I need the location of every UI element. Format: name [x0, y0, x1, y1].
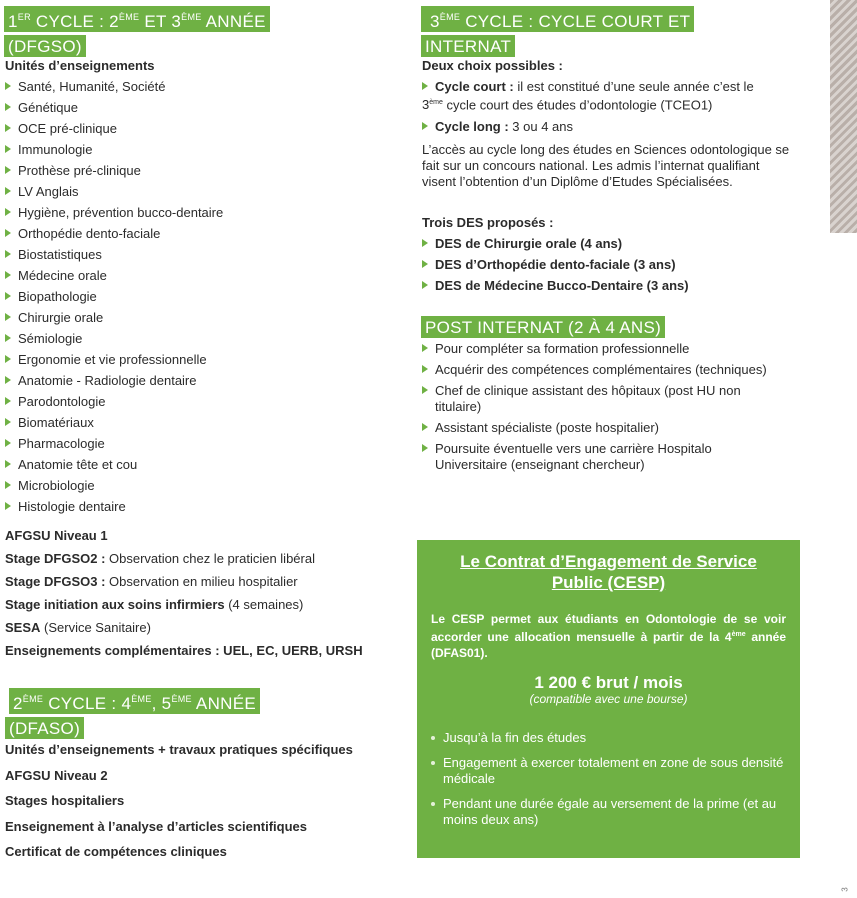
list-item: [5, 457, 385, 478]
section1-extras: [5, 528, 363, 666]
list-item-text: Pour compléter sa formation professionnelle: [435, 341, 690, 356]
section2-items: [5, 742, 353, 870]
cesp-item: Pendant une durée égale au versement de la prime (et au moins deux ans): [430, 796, 785, 828]
bullet-triangle-icon: [5, 502, 11, 510]
des-list: [422, 236, 797, 299]
choices-list: [422, 79, 797, 135]
section1-title-line2: (DFGSO): [4, 35, 86, 57]
cesp-price: 1 200 € brut / mois: [534, 673, 683, 692]
choice-cycle-court: Cycle court : il est constitué d’une seule année c’est le 3ème cycle court des études d’odontologie (TCEO1): [422, 79, 754, 113]
list-item-text: Assistant spécialiste (poste hospitalier): [435, 420, 659, 435]
list-item-text: Chef de clinique assistant des hôpitaux (post HU non titulaire): [435, 383, 741, 414]
bullet-triangle-icon: [5, 334, 11, 342]
bullet-dot-icon: [431, 802, 435, 806]
list-item: [5, 205, 385, 226]
section2-title-line1: 2ÈME CYCLE : 4ÈME, 5ÈME ANNÉE: [9, 688, 260, 714]
post-internat-item: [422, 341, 767, 357]
choice-cycle-long: Cycle long : 3 ou 4 ans: [422, 119, 797, 135]
bullet-triangle-icon: [5, 250, 11, 258]
units-list: [5, 79, 385, 520]
list-item: [5, 394, 385, 415]
bullet-triangle-icon: [5, 313, 11, 321]
bullet-triangle-icon: [5, 397, 11, 405]
list-item: [5, 226, 385, 247]
bullet-triangle-icon: [5, 124, 11, 132]
list-item-text: OCE pré-clinique: [18, 121, 117, 136]
section2-item: Enseignement à l’analyse d’articles scientifiques: [5, 818, 308, 834]
list-item-text: Biomatériaux: [18, 415, 94, 430]
des-item: [422, 278, 797, 299]
bullet-triangle-icon: [422, 365, 428, 373]
post-internat-item: [422, 362, 767, 378]
list-item-text: Génétique: [18, 100, 78, 115]
list-item-text: Prothèse pré-clinique: [18, 163, 141, 178]
list-item-text: Pharmacologie: [18, 436, 105, 451]
list-item-text: Acquérir des compétences complémentaires (techniques): [435, 362, 767, 377]
list-item-text: Médecine orale: [18, 268, 107, 283]
list-item: [5, 331, 385, 352]
post-internat-item: [422, 383, 767, 415]
list-item-text: Chirurgie orale: [18, 310, 104, 325]
post-internat-list: [422, 341, 767, 478]
bullet-triangle-icon: [5, 82, 11, 90]
list-item-text: Microbiologie: [18, 478, 95, 493]
bullet-triangle-icon: [5, 418, 11, 426]
post-internat-item: [422, 420, 767, 436]
list-item-text: Anatomie tête et cou: [18, 457, 138, 472]
list-item-text: Orthopédie dento-faciale: [18, 226, 161, 241]
bullet-triangle-icon: [422, 344, 428, 352]
bullet-triangle-icon: [422, 423, 428, 431]
bullet-triangle-icon: [5, 460, 11, 468]
list-item-text: Anatomie - Radiologie dentaire: [18, 373, 197, 388]
units-label: Unités d’enseignements: [5, 58, 155, 73]
list-item: [5, 352, 385, 373]
bullet-triangle-icon: [422, 122, 428, 130]
list-item-text: LV Anglais: [18, 184, 79, 199]
cesp-title: Le Contrat d’Engagement de Service Public (CESP): [460, 552, 757, 592]
bullet-triangle-icon: [5, 103, 11, 111]
bullet-dot-icon: [431, 761, 435, 765]
section4-title: [421, 316, 665, 338]
section2-title-line2: (DFASO): [5, 717, 84, 739]
list-item-text: Histologie dentaire: [18, 499, 126, 514]
bullet-triangle-icon: [5, 271, 11, 279]
list-item: [5, 100, 385, 121]
extra-item: Enseignements complémentaires : UEL, EC, UERB, URSH: [5, 643, 363, 658]
extra-item: Stage DFGSO2 : Observation chez le praticien libéral: [5, 551, 315, 566]
list-item: [5, 121, 385, 142]
section1-title-line1: 1ER CYCLE : 2ÈME ET 3ÈME ANNÉE: [4, 6, 270, 32]
list-item-text: DES de Chirurgie orale (4 ans): [435, 236, 623, 251]
bullet-triangle-icon: [422, 386, 428, 394]
list-item-text: Hygiène, prévention bucco-dentaire: [18, 205, 224, 220]
section3-title-line1: 3ÈME CYCLE : CYCLE COURT ET: [421, 6, 694, 32]
list-item: [5, 436, 385, 457]
list-item-text: Biostatistiques: [18, 247, 102, 262]
list-item-text: Santé, Humanité, Société: [18, 79, 166, 94]
section1-title: [4, 6, 270, 57]
cesp-description: Le CESP permet aux étudiants en Odontologie de se voir accorder une allocation mensuelle à partir de la 4ème année (DFAS01).: [431, 612, 786, 660]
list-item-text: DES de Médecine Bucco-Dentaire (3 ans): [435, 278, 689, 293]
list-item: [5, 310, 385, 331]
bullet-triangle-icon: [5, 208, 11, 216]
list-item-text: Poursuite éventuelle vers une carrière Hospitalo Universitaire (enseignant chercheur): [435, 441, 712, 472]
bullet-triangle-icon: [5, 187, 11, 195]
bullet-triangle-icon: [5, 292, 11, 300]
bullet-triangle-icon: [422, 239, 428, 247]
des-item: [422, 257, 797, 278]
list-item-text: Parodontologie: [18, 394, 106, 409]
section2-item: Unités d’enseignements + travaux pratiques spécifiques: [5, 742, 353, 757]
choices-label: Deux choix possibles :: [422, 58, 563, 73]
decorative-stripe: [830, 0, 857, 233]
list-item-text: Ergonomie et vie professionnelle: [18, 352, 207, 367]
list-item: [5, 142, 385, 163]
list-item-text: Sémiologie: [18, 331, 83, 346]
bullet-triangle-icon: [5, 481, 11, 489]
list-item: [5, 247, 385, 268]
section2-title: [9, 688, 260, 739]
list-item-text: Immunologie: [18, 142, 93, 157]
bullet-triangle-icon: [5, 355, 11, 363]
extra-item: AFGSU Niveau 1: [5, 528, 108, 543]
list-item: [5, 478, 385, 499]
cesp-item: Jusqu’à la fin des études: [430, 730, 785, 746]
cesp-note: (compatible avec une bourse): [529, 692, 688, 706]
bullet-triangle-icon: [5, 166, 11, 174]
bullet-triangle-icon: [422, 260, 428, 268]
bullet-triangle-icon: [422, 444, 428, 452]
cesp-box: [417, 540, 800, 858]
list-item-text: Biopathologie: [18, 289, 97, 304]
list-item: [5, 415, 385, 436]
bullet-triangle-icon: [5, 439, 11, 447]
post-internat-item: [422, 441, 767, 473]
list-item: [5, 289, 385, 310]
list-item: [5, 79, 385, 100]
extra-item: Stage DFGSO3 : Observation en milieu hospitalier: [5, 574, 298, 589]
bullet-triangle-icon: [422, 82, 428, 90]
section2-item: Certificat de compétences cliniques: [5, 844, 227, 859]
list-item: [5, 163, 385, 184]
list-item: [5, 499, 385, 520]
list-item: [5, 373, 385, 394]
bullet-triangle-icon: [422, 281, 428, 289]
section4-title-text: POST INTERNAT (2 À 4 ANS): [421, 316, 665, 338]
cycle-long-paragraph: L’accès au cycle long des études en Sciences odontologique se fait sur un concours national. Les admis l’internat qualifiant visent l’obtention d’un Diplôme d’Etudes Spécialisées.: [422, 142, 790, 189]
list-item: [5, 184, 385, 205]
extra-item: Stage initiation aux soins infirmiers (4 semaines): [5, 597, 304, 612]
section2-item: AFGSU Niveau 2: [5, 767, 108, 783]
des-label: Trois DES proposés :: [422, 215, 554, 230]
cesp-item: Engagement à exercer totalement en zone de sous densité médicale: [430, 755, 785, 787]
section3-title-line2: INTERNAT: [421, 35, 515, 57]
bullet-triangle-icon: [5, 376, 11, 384]
des-item: [422, 236, 797, 257]
list-item-text: DES d’Orthopédie dento-faciale (3 ans): [435, 257, 676, 272]
bullet-triangle-icon: [5, 145, 11, 153]
section3-title: [421, 6, 694, 57]
cesp-list: [430, 730, 785, 837]
section2-item: Stages hospitaliers: [5, 793, 125, 808]
page-number: 3: [840, 887, 850, 892]
extra-item: SESA (Service Sanitaire): [5, 620, 151, 635]
bullet-triangle-icon: [5, 229, 11, 237]
list-item: [5, 268, 385, 289]
bullet-dot-icon: [431, 736, 435, 740]
